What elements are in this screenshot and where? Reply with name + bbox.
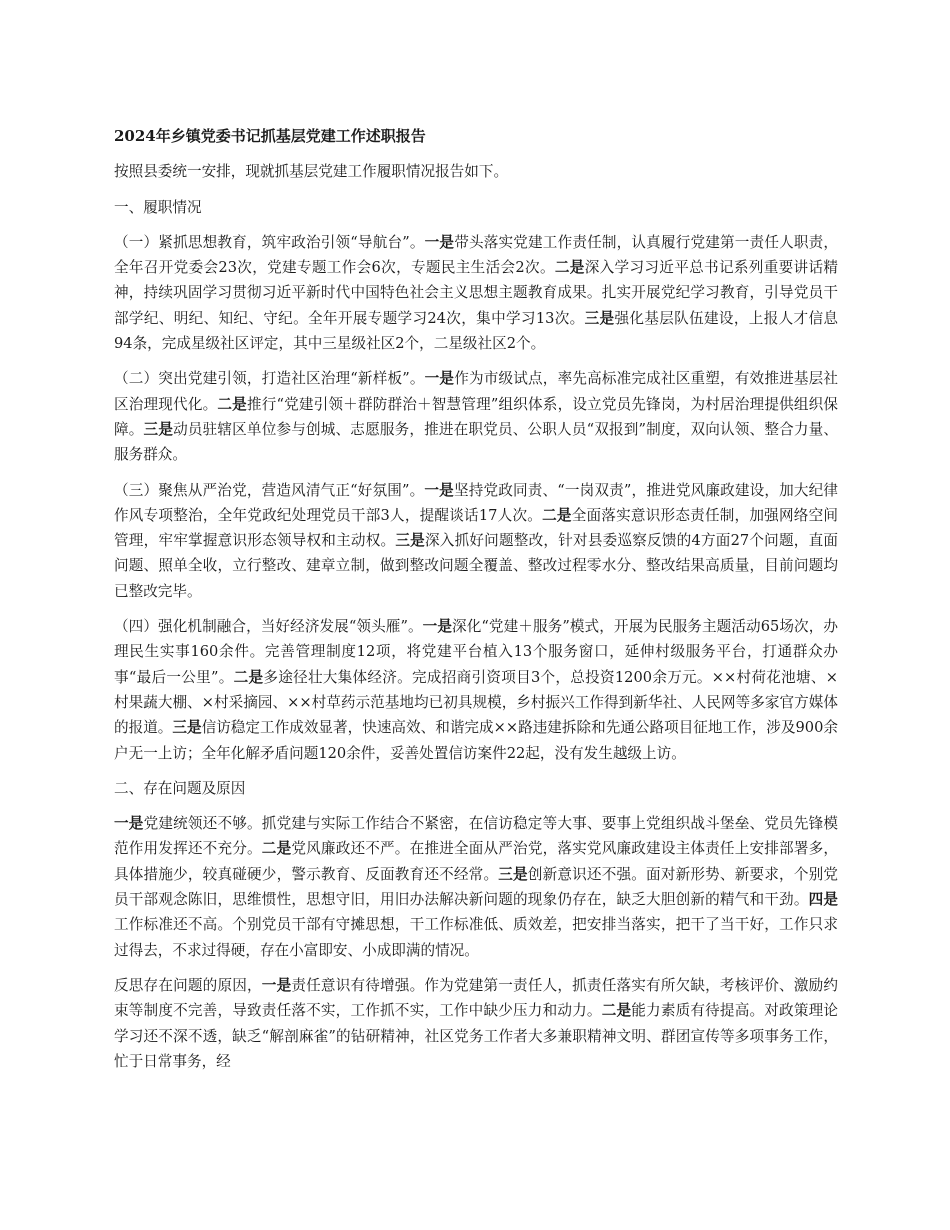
bold-marker: 二是 <box>542 506 572 524</box>
document-page <box>114 124 838 1084</box>
text-run: （二）突出党建引领，打造社区治理“新样板”。 <box>114 370 425 388</box>
text-run: 全面落实意识形态责任制，加强网络空间管理，牢牢掌握意识形态领导权和主动权。 <box>114 506 838 550</box>
paragraph-ideology <box>114 230 838 356</box>
text-run: 强化基层队伍建设，上报人才信息94条，完成星级社区评定，其中三星级社区2个，二星级社区2个。 <box>114 309 838 353</box>
bold-marker: 三是 <box>395 532 425 550</box>
bold-marker: 三是 <box>498 865 528 883</box>
text-run: （一）紧抓思想教育，筑牢政治引领“导航台”。 <box>114 233 425 251</box>
document-title: 2024年乡镇党委书记抓基层党建工作述职报告 <box>114 127 426 145</box>
bold-marker: 二是 <box>554 259 585 277</box>
text-run: 能力素质有待提高。对政策理论学习还不深不透，缺乏“解剖麻雀”的钻研精神，社区党务工作者大多兼职精神文明、群团宣传等多项事务工作，忙于日常事务，经 <box>114 1002 838 1070</box>
text-run: （四）强化机制融合，当好经济发展“领头雁”。 <box>114 618 423 636</box>
text-run: 深入抓好问题整改，针对县委巡察反馈的4方面27个问题，直面问题、照单全收，立行整改、建章立制，做到整改问题全覆盖、整改过程零水分、整改结果高质量，目前问题均已整改完毕。 <box>114 532 838 600</box>
text-run: 党风廉政还不严。在推进全面从严治党，落实党风廉政建设主体责任上安排部署多，具体措施少，较真碰硬少，警示教育、反面教育还不经常。 <box>114 840 838 883</box>
paragraph-causes <box>114 973 838 1074</box>
text-run: 深化“党建＋服务”模式，开展为民服务主题活动65场次，办理民生实事160余件。完善管理制度12项，将党建平台植入13个服务窗口，延伸村级服务平台，打通群众办事“最后一公里”。 <box>114 618 838 686</box>
bold-marker: 四是 <box>808 891 838 909</box>
bold-marker: 三是 <box>584 309 615 327</box>
bold-marker: 一是 <box>114 815 144 833</box>
section-heading-duties: 一、履职情况 <box>114 198 202 216</box>
bold-marker: 一是 <box>424 370 455 388</box>
text-run: 坚持党政同责、“一岗双责”，推进党风廉政建设，加大纪律作风专项整治，全年党政纪处理党员干部3人，提醒谈话17人次。 <box>114 481 838 524</box>
bold-marker: 一是 <box>422 618 453 636</box>
paragraph-community-governance <box>114 366 838 467</box>
text-run: 动员驻辖区单位参与创城、志愿服务，推进在职党员、公职人员“双报到”制度，双向认领、整合力量、服务群众。 <box>114 420 838 464</box>
text-run: 创新意识还不强。面对新形势、新要求，个别党员干部观念陈旧，思维惯性，思想守旧，用旧办法解决新问题的现象仍存在，缺乏大胆创新的精气和干劲。 <box>114 865 838 909</box>
text-run: 多途径壮大集体经济。完成招商引资项目3个，总投资1200余万元。××村荷花池塘、×村果蔬大棚、×村采摘园、××村草药示范基地均已初具规模，乡村振兴工作得到新华社、人民网等多家官方媒体的报道。 <box>114 668 838 737</box>
bold-marker: 二是 <box>217 395 247 413</box>
bold-marker: 一是 <box>261 976 292 994</box>
text-run: 深入学习习近平总书记系列重要讲话精神，持续巩固学习贯彻习近平新时代中国特色社会主义思想主题教育成果。扎实开展党纪学习教育，引导党员干部学纪、明纪、知纪、守纪。全年开展专题学习24次，集中学习13次。 <box>114 259 838 327</box>
bold-marker: 三是 <box>172 719 202 737</box>
bold-marker: 一是 <box>424 481 454 499</box>
paragraph-problems <box>114 811 838 963</box>
bold-marker: 二是 <box>233 668 264 686</box>
bold-marker: 二是 <box>601 1002 632 1020</box>
bold-marker: 一是 <box>424 233 455 251</box>
text-run: 信访稳定工作成效显著，快速高效、和谐完成××路违建拆除和先通公路项目征地工作，涉及900余户无一上访；全年化解矛盾问题120余件，妥善处置信访案件22起，没有发生越级上访。 <box>114 719 838 762</box>
section-heading-problems: 二、存在问题及原因 <box>114 779 246 797</box>
text-run: 责任意识有待增强。作为党建第一责任人，抓责任落实有所欠缺，考核评价、激励约束等制度不完善，导致责任落不实，工作抓不实，工作中缺少压力和动力。 <box>114 976 838 1020</box>
paragraph-party-discipline <box>114 478 838 604</box>
text-run: 反思存在问题的原因， <box>114 976 262 994</box>
text-run: （三）聚焦从严治党，营造风清气正“好氛围”。 <box>114 481 425 499</box>
text-run: 带头落实党建工作责任制，认真履行党建第一责任人职责，全年召开党委会23次，党建专题工作会6次，专题民主生活会2次。 <box>114 233 838 277</box>
text-run: 党建统领还不够。抓党建与实际工作结合不紧密，在信访稳定等大事、要事上党组织战斗堡垒、党员先锋模范作用发挥还不充分。 <box>114 815 838 858</box>
intro-paragraph: 按照县委统一安排，现就抓基层党建工作履职情况报告如下。 <box>114 163 509 181</box>
paragraph-economic-development <box>114 614 838 766</box>
text-run: 作为市级试点，率先高标准完成社区重塑，有效推进基层社区治理现代化。 <box>114 370 838 413</box>
bold-marker: 三是 <box>143 420 174 438</box>
text-run: 推行“党建引领＋群防群治＋智慧管理”组织体系，设立党员先锋岗，为村居治理提供组织保障。 <box>114 395 838 438</box>
bold-marker: 二是 <box>261 840 292 858</box>
text-run: 工作标准还不高。个别党员干部有守摊思想，干工作标准低、质效差，把安排当落实，把干了当干好，工作只求过得去，不求过得硬，存在小富即安、小成即满的情况。 <box>114 916 838 959</box>
